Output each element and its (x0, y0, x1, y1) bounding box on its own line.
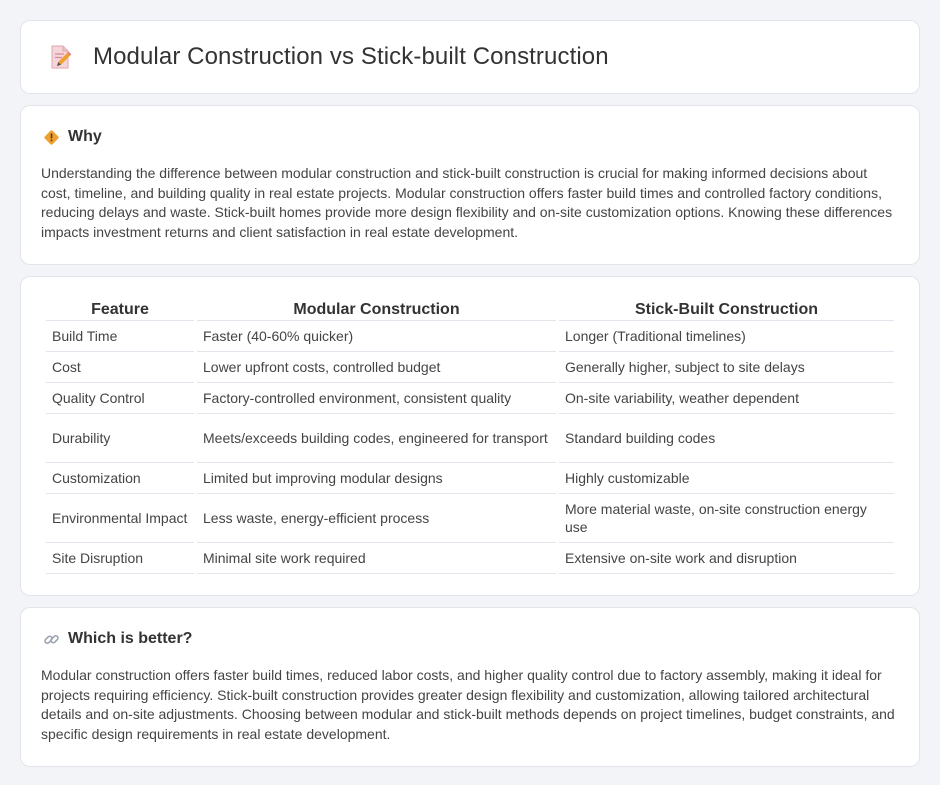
table-cell: Minimal site work required (197, 543, 556, 574)
why-heading (43, 126, 899, 148)
table-row (46, 543, 894, 574)
table-cell: Quality Control (46, 383, 194, 414)
table-cell: Site Disruption (46, 543, 194, 574)
column-header: Feature (46, 297, 194, 321)
column-header: Modular Construction (197, 297, 556, 321)
column-header: Stick-Built Construction (559, 297, 894, 321)
table-row (46, 383, 894, 414)
comparison-table-card (20, 276, 920, 596)
table-cell: Highly customizable (559, 463, 894, 494)
header-card (20, 20, 920, 94)
table-cell: Durability (46, 414, 194, 463)
table-row (46, 352, 894, 383)
table-cell: Lower upfront costs, controlled budget (197, 352, 556, 383)
why-body: Understanding the difference between modular construction and stick-built construction is crucial for making informed decisions about cost, timeline, and building quality in real estate projects. Modular construction offers faster build times and controlled factory conditions, reducing delays and waste. Stick-built homes provide more design flexibility and on-site customization options. Knowing these differences impacts investment returns and client satisfaction in real estate development. (41, 165, 893, 240)
comparison-table (43, 297, 897, 574)
table-cell: Faster (40-60% quicker) (197, 321, 556, 352)
which-is-better-heading (43, 628, 899, 650)
which-is-better-body: Modular construction offers faster build times, reduced labor costs, and higher quality control due to factory assembly, making it ideal for projects requiring efficiency. Stick-built construction provides greater design flexibility and customization, allowing tailored architectural details and on-site adjustments. Choosing between modular and stick-built methods depends on project timelines, budget constraints, and specific design requirements in real estate development. (41, 667, 895, 742)
table-cell: Less waste, energy-efficient process (197, 494, 556, 543)
table-cell: Meets/exceeds building codes, engineered for transport (197, 414, 556, 463)
which-is-better-title: Which is better? (68, 630, 193, 647)
why-title: Why (68, 128, 102, 145)
table-row (46, 414, 894, 463)
warning-diamond-icon (43, 129, 60, 146)
link-icon (43, 631, 60, 648)
table-row (46, 463, 894, 494)
table-row (46, 321, 894, 352)
table-cell: Factory-controlled environment, consistent quality (197, 383, 556, 414)
document-pencil-icon (47, 44, 73, 70)
table-cell: More material waste, on-site construction energy use (559, 494, 894, 543)
which-is-better-section (20, 607, 920, 767)
page-title: Modular Construction vs Stick-built Construction (93, 43, 609, 70)
table-cell: Extensive on-site work and disruption (559, 543, 894, 574)
table-row (46, 494, 894, 543)
table-cell: Cost (46, 352, 194, 383)
table-cell: Standard building codes (559, 414, 894, 463)
table-cell: Generally higher, subject to site delays (559, 352, 894, 383)
table-cell: Limited but improving modular designs (197, 463, 556, 494)
table-cell: Build Time (46, 321, 194, 352)
table-cell: Environmental Impact (46, 494, 194, 543)
table-header-row (46, 297, 894, 321)
table-cell: Longer (Traditional timelines) (559, 321, 894, 352)
table-cell: On-site variability, weather dependent (559, 383, 894, 414)
why-section (20, 105, 920, 265)
table-cell: Customization (46, 463, 194, 494)
